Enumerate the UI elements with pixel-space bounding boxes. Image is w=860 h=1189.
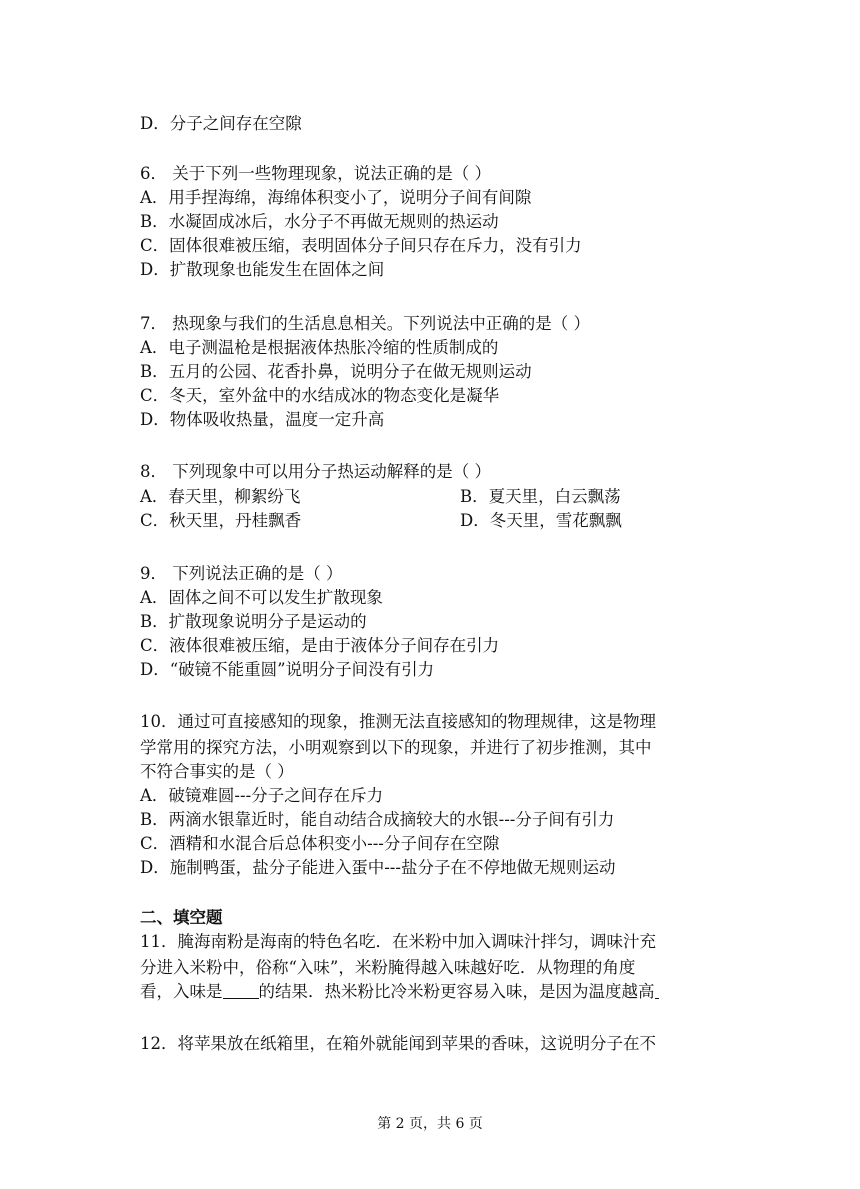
q7-stem: 7． 热现象与我们的生活息息相关。下列说法中正确的是（ ） — [140, 314, 590, 333]
q7-option-c: C．冬天，室外盆中的水结成冰的物态变化是凝华 — [140, 386, 500, 405]
q9-option-a: A．固体之间不可以发生扩散现象 — [140, 588, 383, 607]
q6-option-a: A．用手捏海绵，海绵体积变小了，说明分子间有间隙 — [140, 188, 532, 207]
q6-option-c: C．固体很难被压缩，表明固体分子间只存在斥力，没有引力 — [140, 236, 582, 255]
q12-line-1: 12．将苹果放在纸箱里，在箱外就能闻到苹果的香味，这说明分子在不 — [140, 1034, 656, 1053]
q10-stem-line-2: 学常用的探究方法，小明观察到以下的现象，并进行了初步推测，其中 — [140, 738, 652, 757]
q10-option-d: D．施制鸭蛋，盐分子能进入蛋中---盐分子在不停地做无规则运动 — [140, 858, 616, 877]
q10-stem-line-3: 不符合事实的是（ ） — [140, 762, 294, 781]
q6-option-b: B．水凝固成冰后，水分子不再做无规则的热运动 — [140, 212, 499, 231]
answer-blank — [223, 982, 259, 999]
answer-blank-tail — [655, 982, 659, 999]
q8-option-d: D．冬天里，雪花飘飘 — [460, 511, 622, 530]
q8-option-c: C．秋天里，丹桂飘香 — [140, 511, 302, 530]
page-footer: 第 2 页，共 6 页 — [377, 1116, 483, 1132]
q9-option-c: C．液体很难被压缩，是由于液体分子间存在引力 — [140, 636, 500, 655]
section-title-fill-blank: 二、填空题 — [140, 908, 223, 927]
q9-option-b: B．扩散现象说明分子是运动的 — [140, 612, 367, 631]
q11-line-3 — [140, 980, 659, 1004]
q10-option-a: A．破镜难圆---分子之间存在斥力 — [140, 786, 384, 805]
q10-option-c: C．酒精和水混合后总体积变小---分子间存在空隙 — [140, 834, 500, 853]
q8-option-b: B．夏天里，白云飘荡 — [460, 487, 621, 506]
q5-option-d: D．分子之间存在空隙 — [140, 114, 302, 133]
q11-line-2: 分进入米粉中，俗称“入味”，米粉腌得越入味越好吃．从物理的角度 — [140, 958, 636, 977]
q10-option-b: B．两滴水银靠近时，能自动结合成摘较大的水银---分子间有引力 — [140, 810, 615, 829]
q8-stem: 8． 下列现象中可以用分子热运动解释的是（ ） — [140, 462, 491, 481]
q11-line-3-before: 看，入味是 — [140, 982, 223, 1001]
q7-option-a: A．电子测温枪是根据液体热胀冷缩的性质制成的 — [140, 338, 499, 357]
q6-option-d: D．扩散现象也能发生在固体之间 — [140, 260, 385, 279]
q11-line-3-after: 的结果．热米粉比冷米粉更容易入味，是因为温度越高 — [258, 982, 655, 1001]
q7-option-b: B．五月的公园、花香扑鼻，说明分子在做无规则运动 — [140, 362, 532, 381]
q8-option-a: A．春天里，柳絮纷飞 — [140, 487, 301, 506]
q11-line-1: 11．腌海南粉是海南的特色名吃．在米粉中加入调味汁拌匀，调味汁充 — [140, 932, 656, 951]
q10-stem-line-1: 10．通过可直接感知的现象，推测无法直接感知的物理规律，这是物理 — [140, 712, 656, 731]
q6-stem: 6． 关于下列一些物理现象，说法正确的是（ ） — [140, 164, 491, 183]
q7-option-d: D．物体吸收热量，温度一定升高 — [140, 410, 385, 429]
q9-stem: 9． 下列说法正确的是（ ） — [140, 564, 343, 583]
q9-option-d: D．“破镜不能重圆”说明分子间没有引力 — [140, 660, 435, 679]
